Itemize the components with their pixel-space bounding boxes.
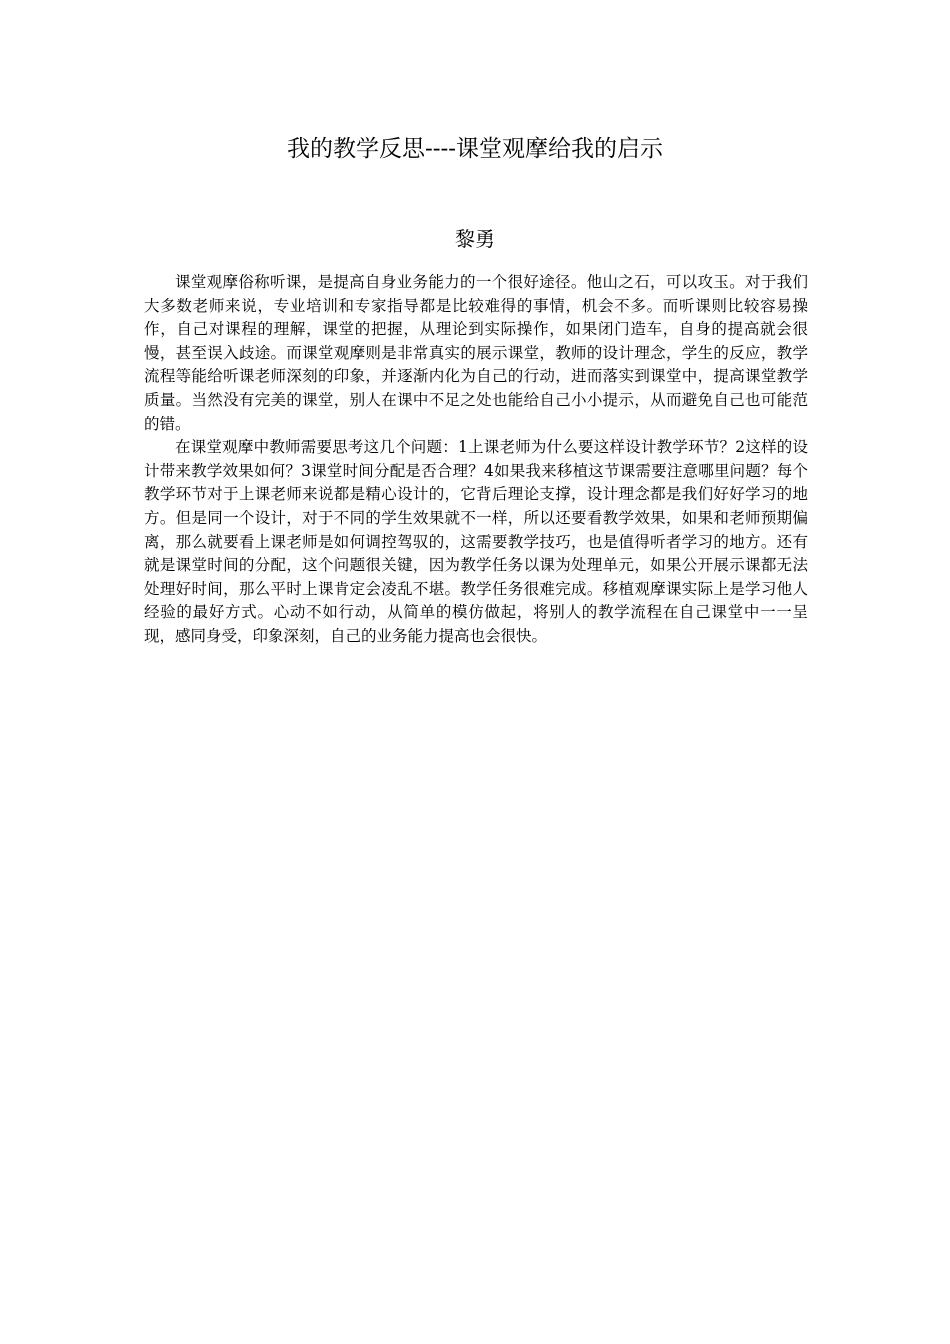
document-body — [144, 271, 808, 649]
paragraph-1: 课堂观摩俗称听课，是提高自身业务能力的一个很好途径。他山之石，可以攻玉。对于我们大多数老师来说，专业培训和专家指导都是比较难得的事情，机会不多。而听课则比较容易操作，自己对课程的理解，课堂的把握，从理论到实际操作，如果闭门造车，自身的提高就会很慢，甚至误入歧途。而课堂观摩则是非常真实的展示课堂，教师的设计理念，学生的反应，教学流程等能给听课老师深刻的印象，并逐渐内化为自己的行动，进而落实到课堂中，提高课堂教学质量。当然没有完美的课堂，别人在课中不足之处也能给自己小小提示，从而避免自己也可能范的错。 — [144, 273, 808, 433]
document-title: 我的教学反思----课堂观摩给我的启示 — [286, 136, 664, 162]
author-name: 黎勇 — [455, 227, 495, 251]
paragraph-2: 在课堂观摩中教师需要思考这几个问题：1上课老师为什么要这样设计教学环节？2这样的设计带来教学效果如何？3课堂时间分配是否合理？4如果我来移植这节课需要注意哪里问题？每个教学环节对于上课老师来说都是精心设计的，它背后理论支撑，设计理念都是我们好好学习的地方。但是同一个设计，对于不同的学生效果就不一样，所以还要看教学效果，如果和老师预期偏离，那么就要看上课老师是如何调控驾驭的，这需要教学技巧，也是值得听者学习的地方。还有就是课堂时间的分配，这个问题很关键，因为教学任务以课为处理单元，如果公开展示课都无法处理好时间，那么平时上课肯定会凌乱不堪。教学任务很难完成。移植观摩课实际上是学习他人经验的最好方式。心动不如行动，从简单的模仿做起，将别人的教学流程在自己课堂中一一呈现，感同身受，印象深刻，自己的业务能力提高也会很快。 — [144, 438, 808, 645]
